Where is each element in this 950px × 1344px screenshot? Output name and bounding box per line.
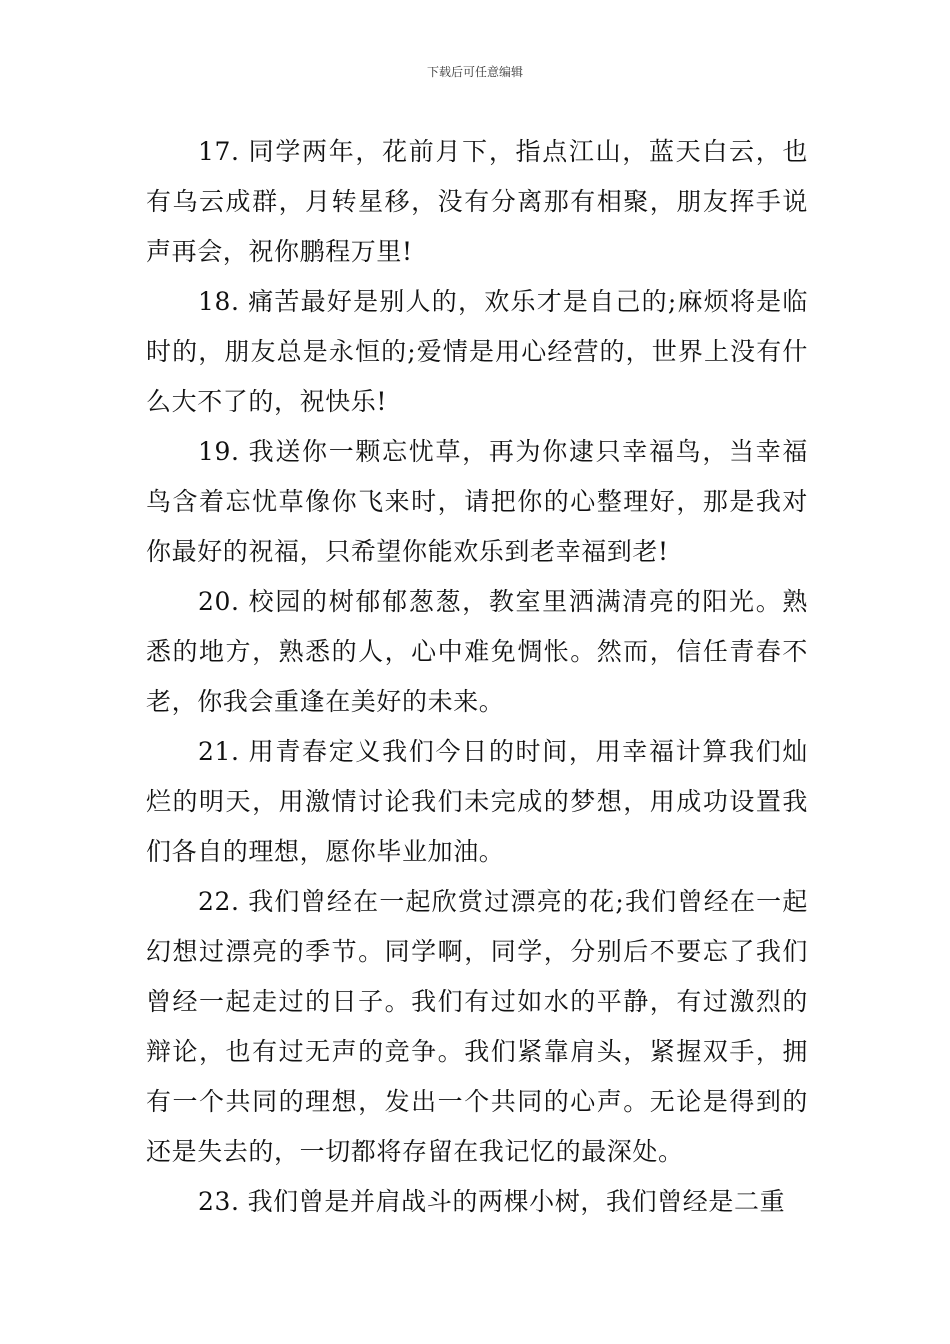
page-header: 下载后可任意编辑 [426, 65, 523, 79]
paragraph-text: 用青春定义我们今日的时间，用幸福计算我们灿烂的明天，用激情讨论我们未完成的梦想，用成功设置我们各自的理想，愿你毕业加油。 [146, 737, 808, 866]
paragraph-text: 我们曾是并肩战斗的两棵小树，我们曾经是二重 [247, 1187, 786, 1216]
paragraph-23 [146, 1177, 808, 1227]
paragraph-21 [146, 727, 808, 877]
paragraph-number: 22. [198, 887, 240, 916]
paragraph-text: 我们曾经在一起欣赏过漂亮的花;我们曾经在一起幻想过漂亮的季节。同学啊，同学，分别后不要忘了我们曾经一起走过的日子。我们有过如水的平静，有过激烈的辩论，也有过无声的竞争。我们紧靠肩头，紧握双手，拥有一个共同的理想，发出一个共同的心声。无论是得到的还是失去的，一切都将存留在我记忆的最深处。 [146, 887, 808, 1166]
paragraph-number: 20. [198, 587, 240, 616]
document-body [146, 127, 808, 1227]
paragraph-text: 校园的树郁郁葱葱，教室里洒满清亮的阳光。熟悉的地方，熟悉的人，心中难免惆怅。然而，信任青春不老，你我会重逢在美好的未来。 [146, 587, 808, 716]
paragraph-19 [146, 427, 808, 577]
paragraph-text: 痛苦最好是别人的，欢乐才是自己的;麻烦将是临时的，朋友总是永恒的;爱情是用心经营的，世界上没有什么大不了的，祝快乐! [146, 287, 808, 416]
paragraph-number: 21. [198, 737, 240, 766]
paragraph-number: 18. [198, 287, 240, 316]
paragraph-17 [146, 127, 808, 277]
paragraph-18 [146, 277, 808, 427]
paragraph-number: 17. [198, 137, 240, 166]
paragraph-number: 19. [198, 437, 240, 466]
paragraph-22 [146, 877, 808, 1177]
paragraph-text: 同学两年，花前月下，指点江山，蓝天白云，也有乌云成群，月转星移，没有分离那有相聚，朋友挥手说声再会，祝你鹏程万里! [146, 137, 808, 266]
paragraph-number: 23. [198, 1187, 240, 1216]
paragraph-text: 我送你一颗忘忧草，再为你逮只幸福鸟，当幸福鸟含着忘忧草像你飞来时，请把你的心整理好，那是我对你最好的祝福，只希望你能欢乐到老幸福到老! [146, 437, 808, 566]
paragraph-20 [146, 577, 808, 727]
